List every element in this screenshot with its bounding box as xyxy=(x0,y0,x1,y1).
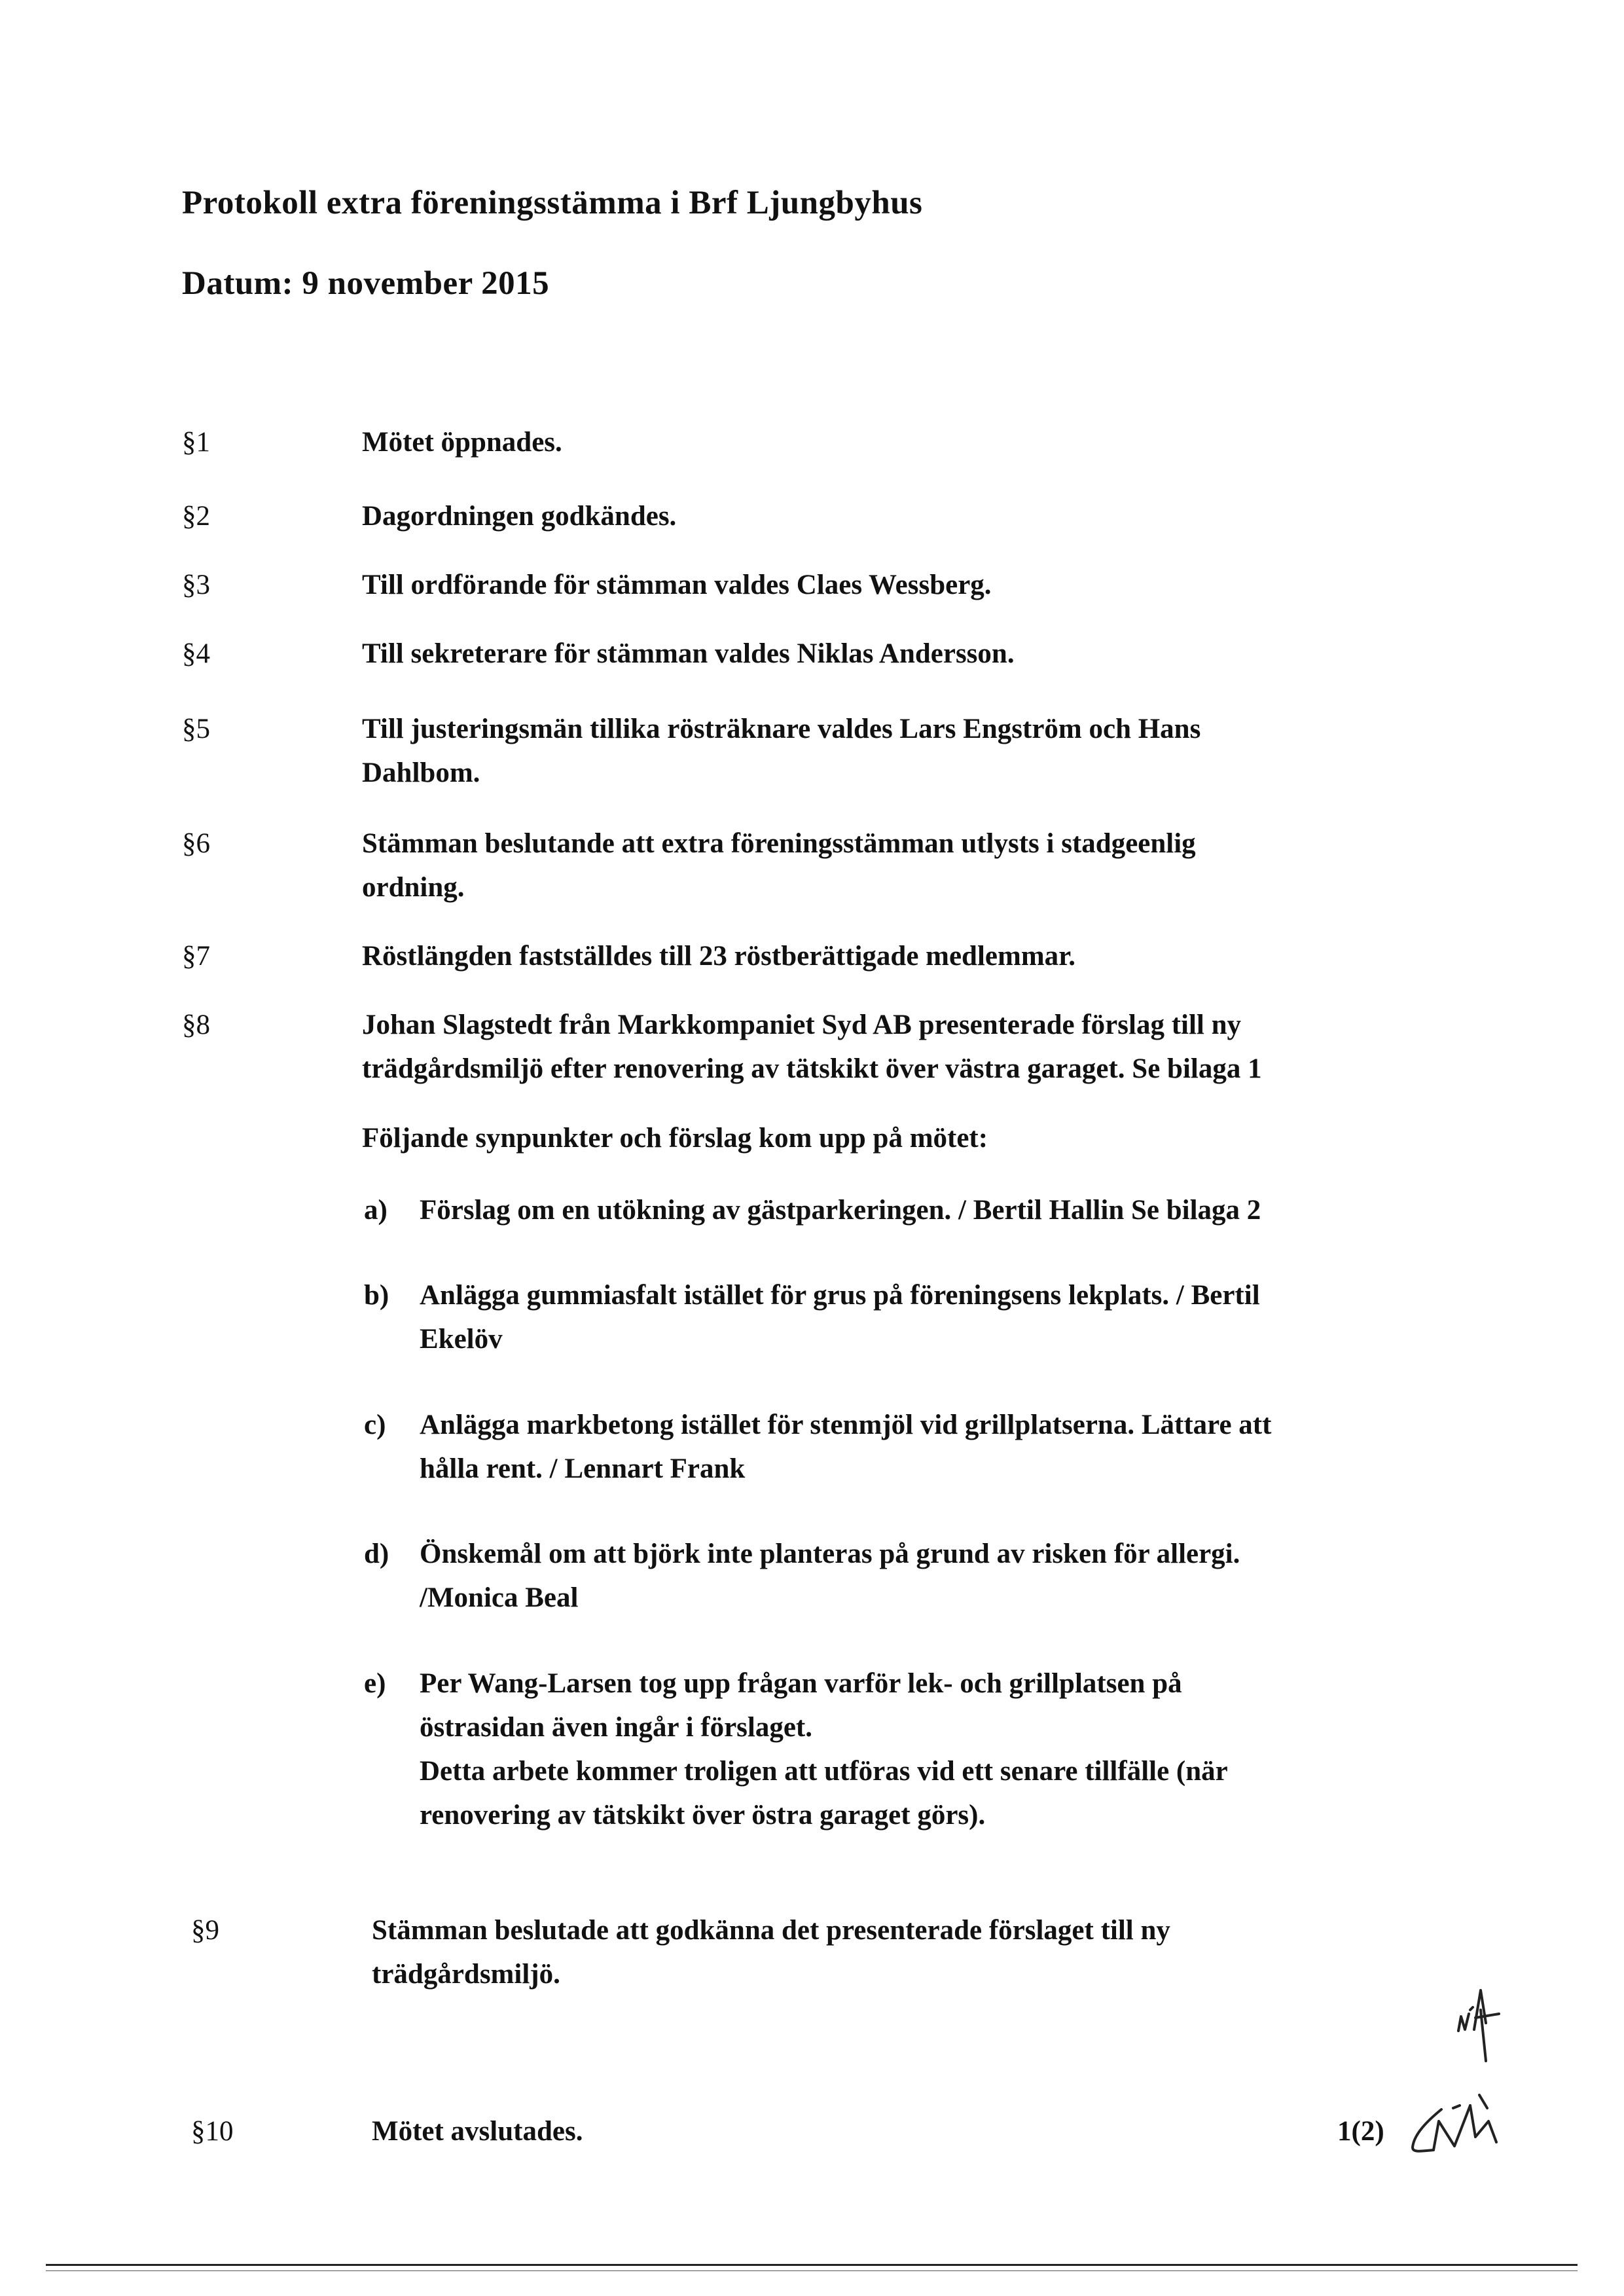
document-date: Datum: 9 november 2015 xyxy=(182,265,550,302)
paragraph-text: Mötet öppnades. xyxy=(362,427,562,458)
paragraph-text: Till sekreterare för stämman valdes Niklas Andersson. xyxy=(362,638,1015,669)
paragraph-text: Stämman beslutande att extra föreningsstämman utlysts i stadgeenlig ordning. xyxy=(362,828,1196,903)
paragraph-text: Stämman beslutade att godkänna det presenterade förslaget till ny trädgårdsmiljö. xyxy=(372,1915,1170,1990)
list-item-label: a) xyxy=(364,1195,388,1226)
list-item-text: Anlägga gummiasfalt istället för grus på föreningsens lekplats. / Bertil Ekelöv xyxy=(420,1280,1260,1355)
list-item-label: e) xyxy=(364,1668,386,1699)
paragraph-number: §9 xyxy=(191,1915,219,1946)
footer-rule xyxy=(46,2264,1578,2266)
paragraph-number: §5 xyxy=(182,714,210,744)
paragraph-text: Röstlängden fastställdes till 23 röstberättigade medlemmar. xyxy=(362,941,1076,972)
page-number: 1(2) xyxy=(1337,2116,1384,2147)
list-item-text: Per Wang-Larsen tog upp frågan varför lek- och grillplatsen på östrasidan även ingår i förslaget. Detta arbete kommer troligen att utföras vid ett senare tillfälle (när renovering av tätskikt över östra garaget görs). xyxy=(420,1668,1228,1831)
list-item-label: c) xyxy=(364,1410,386,1440)
paragraph-number: §10 xyxy=(191,2116,234,2147)
handwritten-signature-icon xyxy=(1407,2082,1525,2167)
paragraph-number: §2 xyxy=(182,501,210,532)
paragraph-number: §1 xyxy=(182,427,210,458)
paragraph-text: Till ordförande för stämman valdes Claes Wessberg. xyxy=(362,570,992,600)
paragraph-text: Mötet avslutades. xyxy=(372,2116,583,2147)
paragraph-number: §7 xyxy=(182,941,210,972)
paragraph-number: §4 xyxy=(182,638,210,669)
footer-rule xyxy=(46,2270,1578,2271)
paragraph-number: §3 xyxy=(182,570,210,600)
paragraph-number: §6 xyxy=(182,828,210,859)
document-title: Protokoll extra föreningsstämma i Brf Ljungbyhus xyxy=(182,185,923,221)
paragraph-text: Till justeringsmän tillika rösträknare valdes Lars Engström och Hans Dahlbom. xyxy=(362,714,1201,788)
section8-intro: Följande synpunkter och förslag kom upp på mötet: xyxy=(362,1123,988,1154)
paragraph-text: Johan Slagstedt från Markkompaniet Syd AB presenterade förslag till ny trädgårdsmiljö efter renovering av tätskikt över västra garaget. Se bilaga 1 xyxy=(362,1010,1262,1084)
handwritten-initials-icon xyxy=(1452,1984,1530,2069)
list-item-text: Anlägga markbetong istället för stenmjöl vid grillplatserna. Lättare att hålla rent. / Lennart Frank xyxy=(420,1410,1272,1484)
paragraph-text: Dagordningen godkändes. xyxy=(362,501,677,532)
list-item-text: Förslag om en utökning av gästparkeringen. / Bertil Hallin Se bilaga 2 xyxy=(420,1195,1261,1226)
list-item-label: d) xyxy=(364,1539,389,1569)
paragraph-number: §8 xyxy=(182,1010,210,1040)
list-item-label: b) xyxy=(364,1280,389,1311)
list-item-text: Önskemål om att björk inte planteras på grund av risken för allergi. /Monica Beal xyxy=(420,1539,1240,1613)
